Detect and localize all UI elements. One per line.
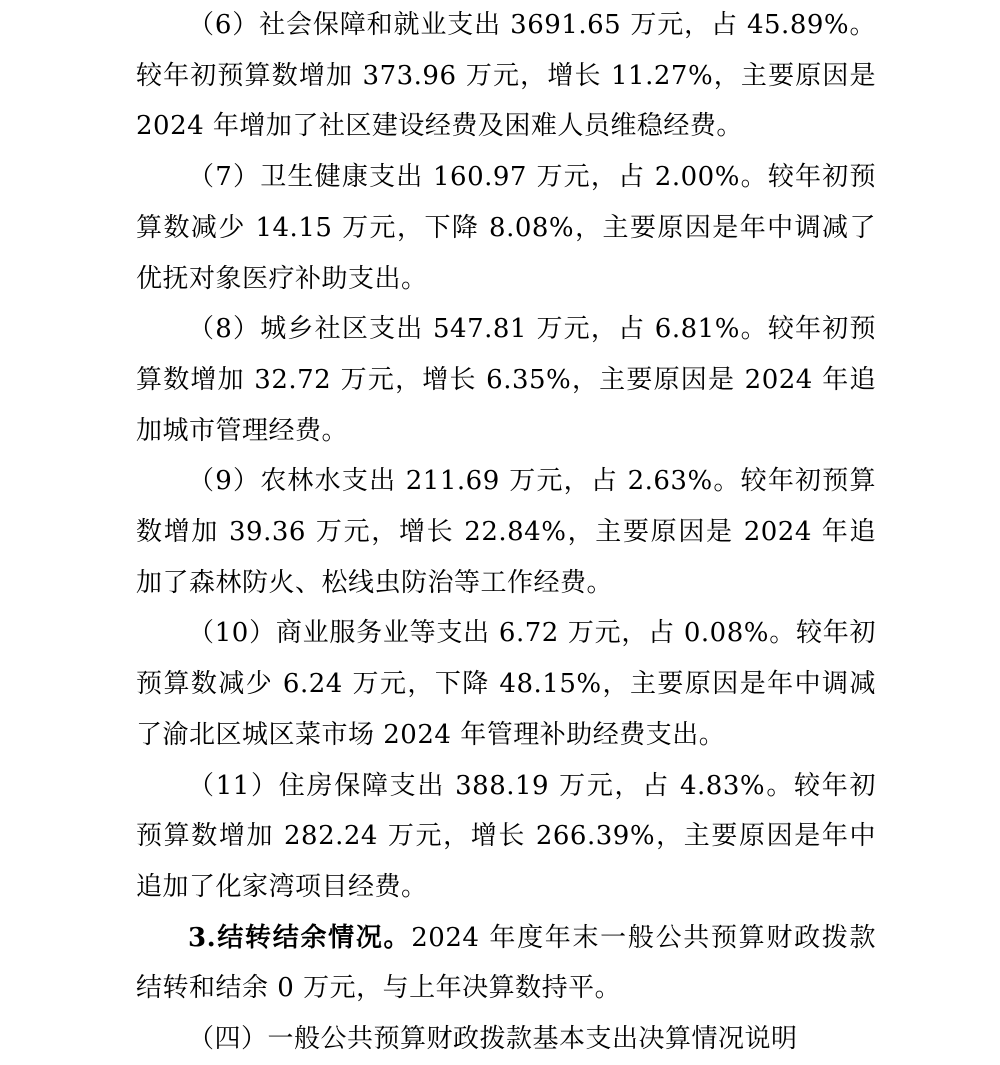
paragraph-agriculture: （9）农林水支出 211.69 万元，占 2.63%。较年初预算数增加 39.36 万元，增长 22.84%，主要原因是 2024 年追加了森林防火、松线虫防治等工作经费。 <box>136 466 876 598</box>
paragraph-commerce: （10）商业服务业等支出 6.72 万元，占 0.08%。较年初预算数减少 6.24 万元，下降 48.15%，主要原因是年中调减了渝北区城区菜市场 2024 年管理补助经费支出。 <box>136 618 876 750</box>
carryover-text: 2024 年度年末一般公共预算财政拨款结转和结余 0 万元，与上年决算数持平。 <box>136 922 876 1004</box>
paragraph-health: （7）卫生健康支出 160.97 万元，占 2.00%。较年初预算数减少 14.15 万元，下降 8.08%，主要原因是年中调减了优抚对象医疗补助支出。 <box>136 162 876 294</box>
paragraph-social-security: （6）社会保障和就业支出 3691.65 万元，占 45.89%。较年初预算数增加 373.96 万元，增长 11.27%，主要原因是 2024 年增加了社区建设经费及困难人员维稳经费。 <box>136 10 876 142</box>
document-page <box>136 0 876 1065</box>
paragraph-housing: （11）住房保障支出 388.19 万元，占 4.83%。较年初预算数增加 282.24 万元，增长 266.39%，主要原因是年中追加了化家湾项目经费。 <box>136 770 876 902</box>
carryover-heading: 3.结转结余情况。 <box>188 922 412 953</box>
paragraph-carryover <box>136 913 876 1014</box>
section-4-heading: （四）一般公共预算财政拨款基本支出决算情况说明 <box>188 1024 798 1055</box>
paragraph-urban-rural: （8）城乡社区支出 547.81 万元，占 6.81%。较年初预算数增加 32.72 万元，增长 6.35%，主要原因是 2024 年追加城市管理经费。 <box>136 314 876 446</box>
